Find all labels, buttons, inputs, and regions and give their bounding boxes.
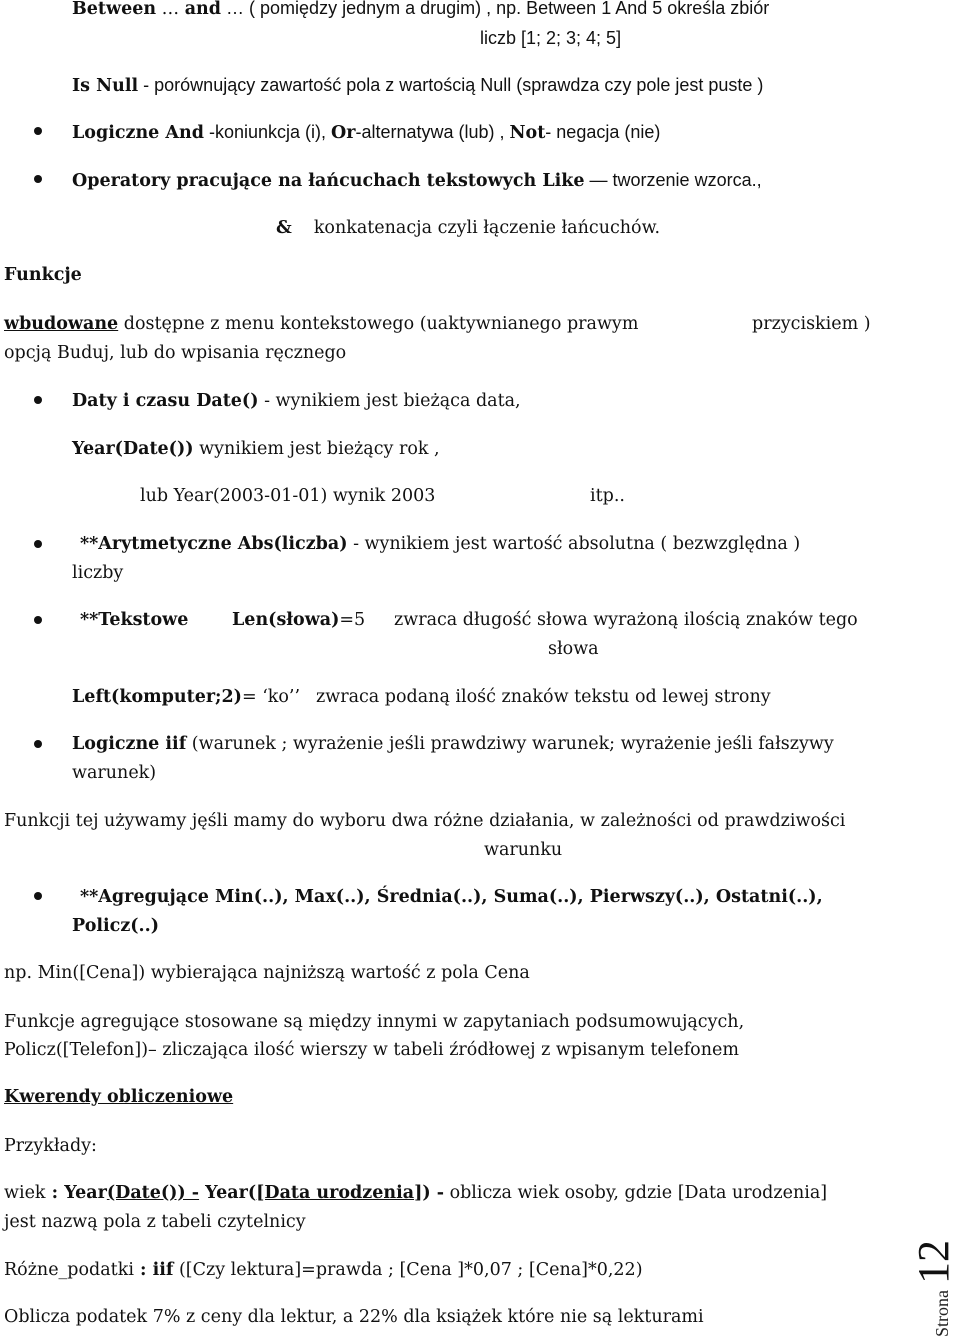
tekstowe-description: zwraca długość słowa wyrażoną ilością znaków tego [394,610,858,630]
tekstowe-label: **Tekstowe [80,610,189,630]
year-line: Year(Date()) wynikiem jest bieżący rok , [72,439,440,459]
left-description: zwraca podaną ilość znaków tekstu od lewej strony [316,687,771,707]
section-heading-kwerendy: Kwerendy obliczeniowe [4,1087,234,1107]
bullet [34,127,42,135]
wbudowane-line-1-end: przyciskiem ) [752,314,871,334]
logiczne-line: Logiczne And -koniunkcja (i), Or-alternatywa (lub) , Not- negacja (nie) [72,122,661,143]
page-footer [900,1230,960,1337]
itp-text: itp.. [590,486,625,506]
between-line-1: Between … and … ( pomiędzy jednym a drugim) , np. Between 1 And 5 określa zbiór [72,0,770,19]
logiczne-iif-line-2: warunek) [72,763,157,783]
tekstowe-description-end: słowa [548,639,599,659]
arytmetyczne-line-1: **Arytmetyczne Abs(liczba) - wynikiem jest wartość absolutna ( bezwzględna ) [80,534,801,554]
operatory-line: Operatory pracujące na łańcuchach tekstowych Like — tworzenie wzorca., [72,170,762,191]
agregujace-line-1: **Agregujące Min(..), Max(..), Średnia(..), Suma(..), Pierwszy(..), Ostatni(..), [80,887,823,907]
agregujace-line-2: Policz(..) [72,916,159,936]
rozne-podatki-line: Różne_podatki : iif ([Czy lektura]=prawda ; [Cena ]*0,07 ; [Cena]*0,22) [4,1260,643,1280]
bullet [34,175,42,183]
left-function: Left(komputer;2)= ‘ko’’ [72,687,301,707]
section-heading-funkcje: Funkcje [4,265,82,285]
daty-line: Daty i czasu Date() - wynikiem jest bieżąca data, [72,391,521,411]
przyklady-label: Przykłady: [4,1136,97,1156]
oblicza-line: Oblicza podatek 7% z ceny dla lektur, a 22% dla książek które nie są lekturami [4,1307,704,1327]
funkcji-line-1: Funkcji tej używamy jęśli mamy do wyboru dwa różne działania, w zależności od prawdziwości [4,811,846,831]
page-label: Strona [932,1290,952,1337]
wbudowane-line-2: opcją Buduj, lub do wpisania ręcznego [4,343,347,363]
isnull-line: Is Null - porównujący zawartość pola z wartością Null (sprawdza czy pole jest puste ) [72,75,764,96]
between-line-2: liczb [1; 2; 3; 4; 5] [480,28,622,48]
funkcje-agregujace-line-1: Funkcje agregujące stosowane są między innymi w zapytaniach podsumowujących, [4,1012,745,1032]
wiek-line-2: jest nazwą pola z tabeli czytelnicy [4,1212,306,1232]
funkcje-agregujace-line-2: Policz([Telefon])– zliczająca ilość wierszy w tabeli źródłowej z wpisanym telefonem [4,1040,739,1060]
bullet [34,540,42,548]
bullet [34,740,42,748]
bullet [34,892,42,900]
arytmetyczne-line-2: liczby [72,563,124,583]
bullet [34,616,42,624]
bullet [34,396,42,404]
funkcji-line-2: warunku [484,840,563,860]
len-function: Len(słowa)=5 [232,610,366,630]
wbudowane-line-1: wbudowane dostępne z menu kontekstowego (uaktywnianego prawym [4,314,639,334]
konkatenacja-line: & konkatenacja czyli łączenie łańcuchów. [276,218,661,238]
wiek-line-1: wiek : Year(Date()) - Year([Data urodzenia]) - oblicza wiek osoby, gdzie [Data urodzenia] [4,1183,828,1203]
logiczne-iif-line-1: Logiczne iif (warunek ; wyrażenie jeśli prawdziwy warunek; wyrażenie jeśli fałszywy [72,734,834,754]
np-min-line: np. Min([Cena]) wybierająca najniższą wartość z pola Cena [4,963,530,983]
lub-year-line: lub Year(2003-01-01) wynik 2003 [140,486,436,506]
page-number: 12 [909,1240,958,1284]
